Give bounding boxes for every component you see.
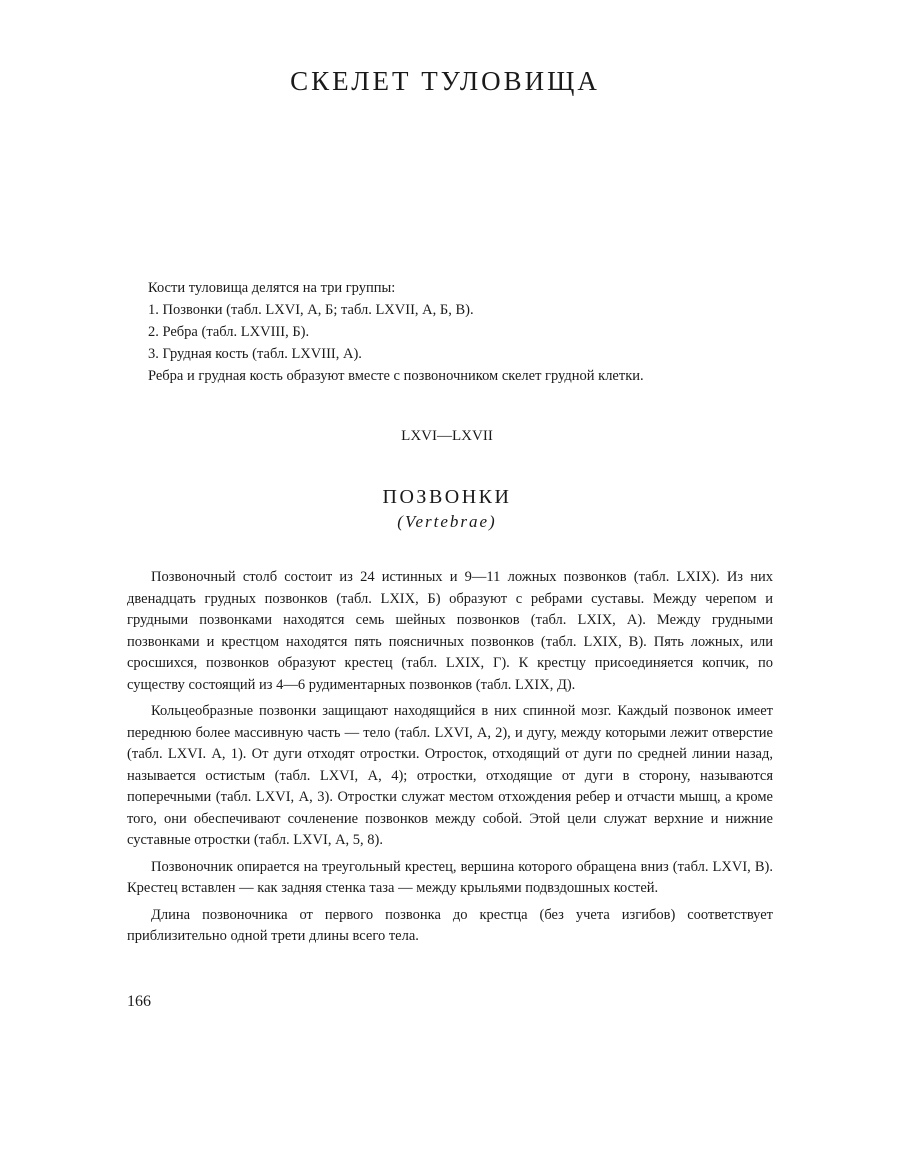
chapter-title: СКЕЛЕТ ТУЛОВИЩА [290,66,600,96]
paragraph: Позвоночник опирается на треугольный крестец, вершина которого обращена вниз (табл. LXVI, В). Крестец вставлен — как задняя стенка таза — между крыльями подвздошных костей. [127,858,773,896]
paragraph: Позвоночный столб состоит из 24 истинных и 9—11 ложных позвонков (табл. LXIX). Из них двенадцать грудных позвонков (табл. LXIX, Б) образуют с ребрами суставы. Между черепом и грудными позвонками находятся семь шейных позвонков (табл. LXIX, А). Между грудными позвонками и крестцом находятся пять поясничных позвонков (табл. LXIX, В). Пять ложных, или сросшихся, позвонков образуют крестец (табл. LXIX, Г). К крестцу присоединяется копчик, по существу состоящий из 4—6 рудиментарных позвонков (табл. LXIX, Д). [127,569,773,693]
intro-line: 3. Грудная кость (табл. LXVIII, А). [148,346,362,362]
page-number: 166 [127,993,151,1010]
body-text [127,567,773,953]
section-subtitle: (Vertebrae) [397,512,497,531]
section-title: ПОЗВОНКИ [382,486,512,508]
intro-line: 2. Ребра (табл. LXVIII, Б). [148,324,310,340]
intro-block [148,277,788,387]
paragraph: Кольцеобразные позвонки защищают находящийся в них спинной мозг. Каждый позвонок имеет переднюю более массивную часть — тело (табл. LXVI, А, 2), и дугу, между которыми лежит отверстие (табл. LXVI. А, 1). От дуги отходят отростки. Отросток, отходящий от дуги по средней линии назад, называется остистым (табл. LXVI, А, 4); отростки, отходящие от дуги в сторону, называются поперечными (табл. LXVI, А, 3). Отростки служат местом отхождения ребер и отчасти мышц, а кроме того, они обеспечивают сочленение позвонков между собой. Этой цели служат верхние и нижние суставные отростки (табл. LXVI, А, 5, 8). [127,703,773,848]
intro-line: Ребра и грудная кость образуют вместе с позвоночником скелет грудной клетки. [148,368,644,384]
intro-line: 1. Позвонки (табл. LXVI, А, Б; табл. LXVII, А, Б, В). [148,302,474,318]
section-table-ref: LXVI—LXVII [401,428,493,444]
paragraph: Длина позвоночника от первого позвонка до крестца (без учета изгибов) соответствует приблизительно одной трети длины всего тела. [127,906,773,944]
intro-line: Кости туловища делятся на три группы: [148,280,396,296]
